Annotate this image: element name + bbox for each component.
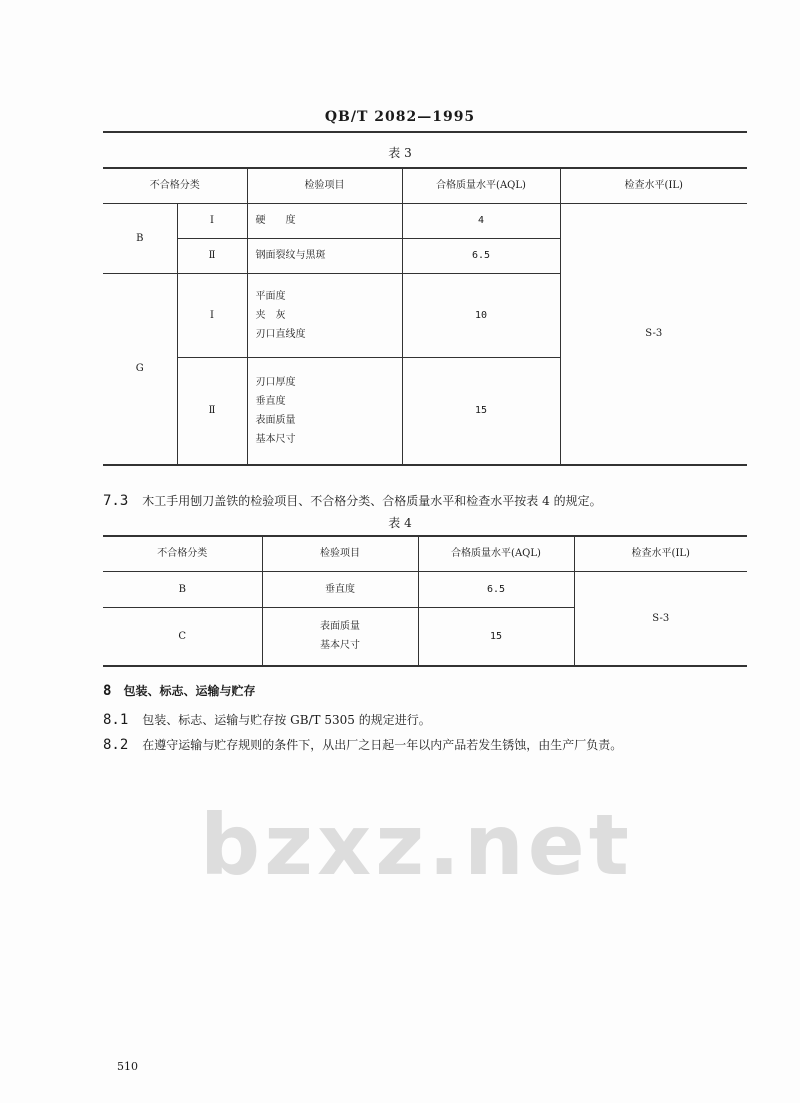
item-line: 基本尺寸	[255, 433, 296, 445]
header-cell: 不合格分类	[103, 536, 262, 571]
header-rule	[103, 131, 747, 133]
item-line: 刃口直线度	[255, 328, 306, 340]
item-cell: 垂直度	[262, 571, 418, 607]
section-title: 包装、标志、运输与贮存	[123, 684, 256, 698]
aql-cell: 6.5	[418, 571, 574, 607]
aql-cell: 4	[402, 203, 560, 238]
table4-caption: 表 4	[388, 516, 412, 530]
section-text: 在遵守运输与贮存规则的条件下，从出厂之日起一年以内产品若发生锈蚀，由生产厂负责。	[142, 738, 623, 752]
header-cell: 不合格分类	[103, 168, 247, 203]
section-number: 8.2	[103, 737, 129, 753]
item-line: 表面质量	[320, 621, 360, 633]
watermark: bzxz.net	[200, 796, 633, 894]
section-8-2	[103, 736, 622, 754]
class-cell: C	[103, 607, 262, 666]
il-cell: S-3	[574, 571, 747, 666]
table-4	[103, 535, 747, 667]
item-line: 表面质量	[255, 414, 296, 426]
aql-cell: 15	[402, 357, 560, 465]
aql-cell: 10	[402, 273, 560, 357]
section-7-3	[103, 492, 602, 510]
aql-cell: 6.5	[402, 238, 560, 273]
standard-number: QB/T 2082—1995	[324, 109, 476, 125]
subclass-cell: Ⅱ	[177, 357, 247, 465]
section-number: 7.3	[103, 493, 129, 509]
item-line: 夹 灰	[255, 309, 286, 321]
section-8-heading	[103, 682, 255, 700]
subclass-cell: Ⅰ	[177, 203, 247, 238]
item-cell: 硬 度	[247, 203, 402, 238]
section-text: 木工手用刨刀盖铁的检验项目、不合格分类、合格质量水平和检查水平按表 4 的规定。	[142, 494, 602, 508]
class-cell: G	[103, 273, 177, 465]
item-cell	[262, 607, 418, 666]
class-cell: B	[103, 571, 262, 607]
item-cell	[247, 357, 402, 465]
item-line: 刃口厚度	[255, 376, 296, 388]
subclass-cell: Ⅰ	[177, 273, 247, 357]
header-cell: 检验项目	[247, 168, 402, 203]
item-line: 垂直度	[255, 395, 286, 407]
item-line: 基本尺寸	[320, 640, 360, 652]
header-cell: 检查水平(IL)	[574, 536, 747, 571]
section-text: 包装、标志、运输与贮存按 GB/T 5305 的规定进行。	[142, 713, 431, 727]
section-8-1	[103, 711, 431, 729]
header-cell: 检验项目	[262, 536, 418, 571]
header-cell: 合格质量水平(AQL)	[418, 536, 574, 571]
aql-cell: 15	[418, 607, 574, 666]
header-cell: 检查水平(IL)	[560, 168, 747, 203]
subclass-cell: Ⅱ	[177, 238, 247, 273]
section-number: 8.1	[103, 712, 129, 728]
header-cell: 合格质量水平(AQL)	[402, 168, 560, 203]
item-cell: 钢面裂纹与黑斑	[247, 238, 402, 273]
section-number: 8	[103, 683, 112, 699]
item-cell	[247, 273, 402, 357]
page-number: 510	[117, 1060, 138, 1073]
table-3	[103, 167, 747, 466]
item-line: 平面度	[255, 290, 286, 302]
class-cell: B	[103, 203, 177, 273]
table3-caption: 表 3	[388, 146, 412, 160]
il-cell: S-3	[560, 203, 747, 465]
